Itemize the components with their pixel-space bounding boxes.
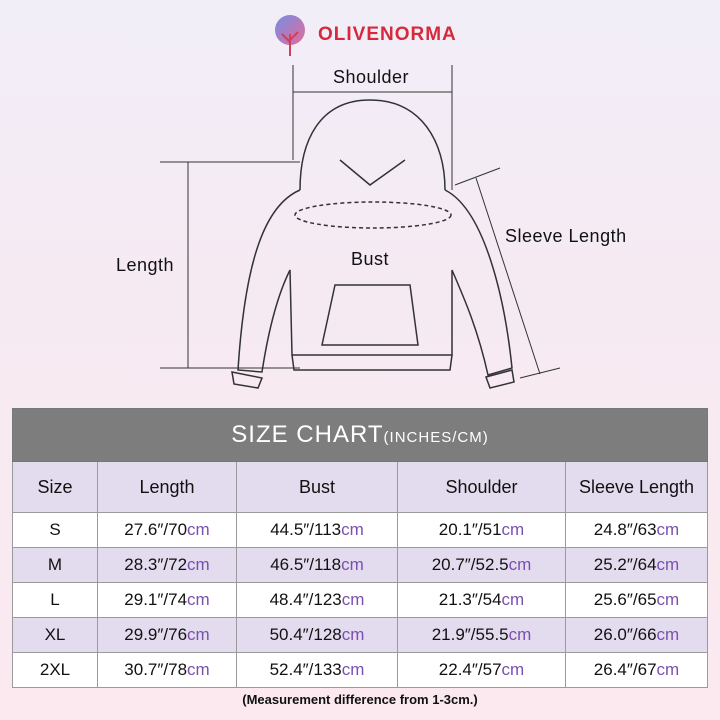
size-cell: M [13,548,98,583]
length-label: Length [116,255,175,275]
table-title: SIZE CHART(INCHES/CM) [13,409,708,462]
col-header: Length [98,462,237,513]
bust-label: Bust [351,249,390,269]
measurement-cell: 25.2″/64cm [566,548,708,583]
measurement-cell: 21.3″/54cm [398,583,566,618]
measurement-cell: 52.4″/133cm [237,653,398,688]
col-header: Bust [237,462,398,513]
size-cell: S [13,513,98,548]
shoulder-label: Shoulder [333,67,410,87]
table-row [13,548,708,583]
measurement-cell: 26.0″/66cm [566,618,708,653]
measurement-note: (Measurement difference from 1-3cm.) [242,692,478,707]
table-row [13,618,708,653]
measurement-cell: 48.4″/123cm [237,583,398,618]
sleeve-length-label: Sleeve Length [505,226,627,246]
size-chart-table [12,408,708,688]
size-cell: L [13,583,98,618]
measurement-cell: 25.6″/65cm [566,583,708,618]
measurement-cell: 29.1″/74cm [98,583,237,618]
measurement-cell: 20.1″/51cm [398,513,566,548]
measurement-cell: 26.4″/67cm [566,653,708,688]
measurement-cell: 29.9″/76cm [98,618,237,653]
measurement-cell: 22.4″/57cm [398,653,566,688]
measurement-cell: 30.7″/78cm [98,653,237,688]
table-row [13,653,708,688]
measurement-cell: 44.5″/113cm [237,513,398,548]
table-row [13,583,708,618]
measurement-cell: 46.5″/118cm [237,548,398,583]
measurement-cell: 21.9″/55.5cm [398,618,566,653]
col-header: Shoulder [398,462,566,513]
col-header: Size [13,462,98,513]
header-row [13,462,708,513]
measurement-cell: 27.6″/70cm [98,513,237,548]
measurement-cell: 50.4″/128cm [237,618,398,653]
size-cell: 2XL [13,653,98,688]
table-row [13,513,708,548]
measurement-cell: 28.3″/72cm [98,548,237,583]
size-cell: XL [13,618,98,653]
measurement-cell: 20.7″/52.5cm [398,548,566,583]
brand-name: OLIVENORMA [318,24,457,45]
measurement-cell: 24.8″/63cm [566,513,708,548]
col-header: Sleeve Length [566,462,708,513]
